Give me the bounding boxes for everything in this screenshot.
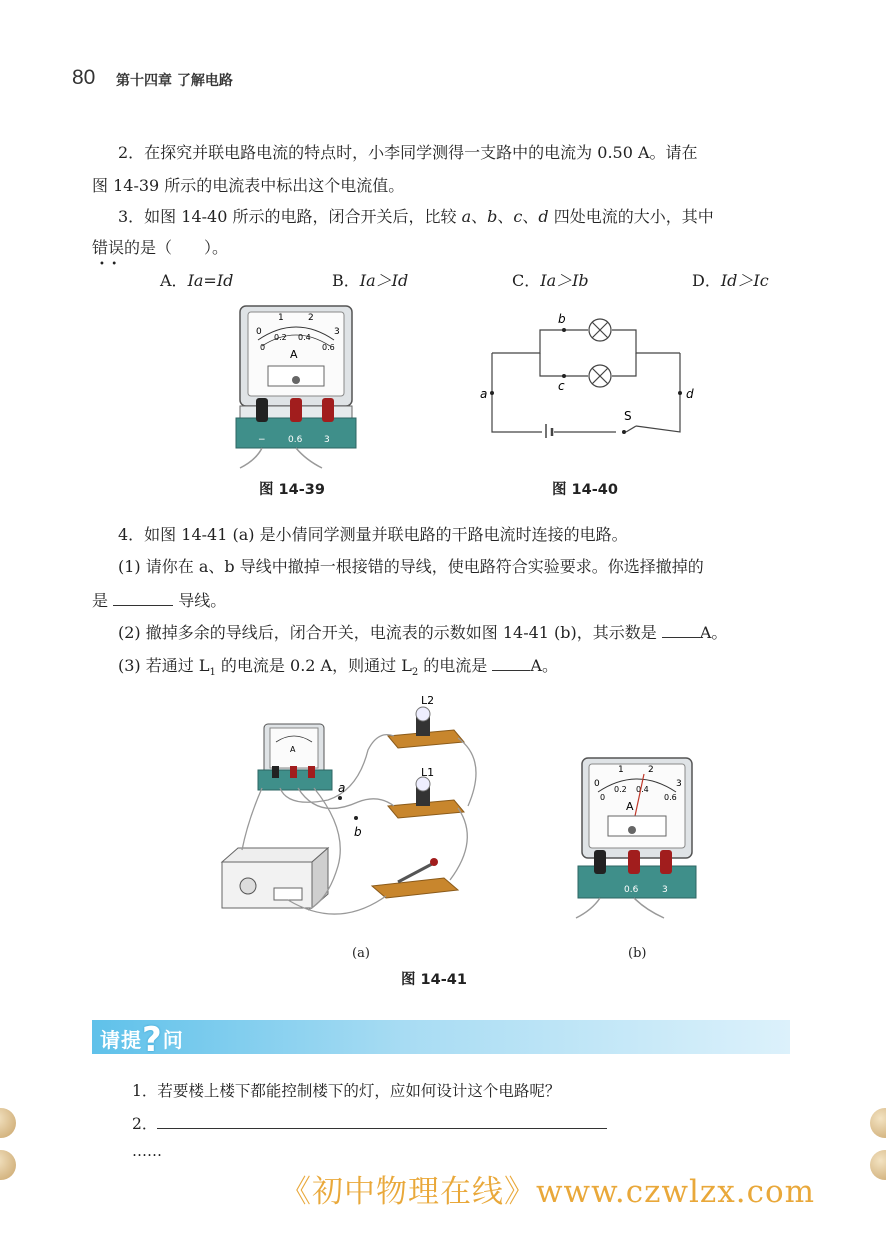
scale-top-3: 3 [334, 327, 340, 337]
q4-sub3: (3) 若通过 $L_1$ 的电流是 0.2 A，则通过 $L_2$ 的电流是 A。 [118, 656, 558, 679]
ask-item-1: 1．若要楼上楼下都能控制楼下的灯，应如何设计这个电路呢？ [132, 1082, 561, 1100]
q3-option-a[interactable]: A．Ia=Id [160, 271, 234, 290]
caption-14-39: 图 14-39 [259, 482, 325, 498]
caption-sub-a: (a) [352, 946, 370, 961]
b-scale-top-1: 1 [618, 765, 624, 775]
chapter-title: 第十四章 了解电路 [116, 73, 233, 89]
caption-sub-b: (b) [628, 946, 647, 961]
b-scale-bottom-0: 0 [600, 793, 606, 802]
ask-item-3: …… [132, 1142, 162, 1160]
scale-top-0: 0 [256, 327, 262, 337]
b-scale-bottom-1: 0.2 [614, 785, 627, 794]
figure-14-41a-apparatus [218, 690, 488, 940]
q3-point-a: a [461, 207, 472, 226]
q3-option-c[interactable]: C．Ia＞Ib [512, 271, 589, 290]
q3-line1-post: 四处电流的大小，其中 [548, 207, 714, 226]
b-terminal-06: 0.6 [624, 885, 639, 895]
b-scale-bottom-2: 0.4 [636, 785, 649, 794]
side-tab-right-2 [870, 1150, 886, 1180]
figure-14-40-circuit [476, 308, 696, 438]
ask-banner [92, 1020, 790, 1060]
fig40-label-c: c [558, 379, 565, 393]
unit-label: A [290, 348, 298, 361]
fig40-label-a: a [480, 387, 488, 401]
scale-bottom-1: 0.2 [274, 333, 287, 342]
side-tab-left-2 [0, 1150, 16, 1180]
q3-point-c: c [513, 207, 523, 226]
q3-option-d[interactable]: D．Id＞Ic [692, 271, 769, 290]
q3-line1-pre: 3．如图 14-40 所示的电路，闭合开关后，比较 [118, 207, 462, 226]
q4-sub2: (2) 撤掉多余的导线后，闭合开关，电流表的示数如图 14-41 (b)，其示数是 A。 [118, 623, 728, 642]
b-unit-label: A [626, 800, 634, 813]
fig40-label-d: d [686, 387, 694, 401]
caption-14-40: 图 14-40 [552, 482, 618, 498]
answer-blank-wire[interactable] [113, 589, 173, 606]
ask-blank-line[interactable] [157, 1112, 607, 1129]
fig41-label-L1: L1 [421, 766, 435, 779]
side-tab-right-1 [870, 1108, 886, 1138]
scale-bottom-0: 0 [260, 343, 266, 352]
fig41-label-a: a [338, 781, 346, 795]
b-scale-top-0: 0 [594, 779, 600, 789]
ask-banner-title: 请提?问 [100, 1020, 184, 1060]
q4-sub1-line1: (1) 请你在 a、b 导线中撤掉一根接错的导线，使电路符合实验要求。你选择撤掉的 [118, 557, 704, 576]
b-scale-top-2: 2 [648, 765, 654, 775]
fig40-label-b: b [558, 312, 566, 326]
terminal-neg: − [258, 435, 266, 445]
answer-blank-current[interactable] [492, 654, 530, 671]
fig41-label-b: b [354, 825, 362, 839]
svg-text:A: A [290, 745, 296, 754]
b-terminal-3: 3 [662, 885, 668, 895]
q3-point-d: d [538, 207, 549, 226]
scale-top-2: 2 [308, 313, 314, 323]
scale-bottom-2: 0.4 [298, 333, 311, 342]
q3-point-b: b [487, 207, 498, 226]
q2-line1: 2．在探究并联电路电流的特点时，小李同学测得一支路中的电流为 0.50 A。请在 [118, 143, 698, 162]
figure-14-39-ammeter [226, 300, 366, 470]
q3-line1: 3．如图 14-40 所示的电路，闭合开关后，比较 a、b、c、d 四处电流的大小，其中 [118, 207, 714, 226]
question-mark-icon: ? [142, 1020, 163, 1060]
scale-bottom-3: 0.6 [322, 343, 335, 352]
q3-option-b[interactable]: B．Ia＞Id [332, 271, 409, 290]
caption-14-41: 图 14-41 [401, 972, 467, 988]
answer-blank-reading[interactable] [662, 621, 700, 638]
footer-watermark: 《初中物理在线》www.czwlzx.com [280, 1174, 816, 1210]
b-scale-top-3: 3 [676, 779, 682, 789]
q4-line1: 4．如图 14-41 (a) 是小倩同学测量并联电路的干路电流时连接的电路。 [118, 525, 628, 544]
fig41-label-L2: L2 [421, 694, 435, 707]
figure-14-41b-ammeter [572, 754, 702, 920]
q3-line2: 错误的是（ ）。 [92, 238, 229, 257]
terminal-06: 0.6 [288, 435, 303, 445]
side-tab-left-1 [0, 1108, 16, 1138]
q2-line2: 图 14-39 所示的电流表中标出这个电流值。 [92, 176, 405, 195]
emphasis-dots: • • [99, 259, 118, 270]
page-number: 80 [72, 66, 96, 89]
b-scale-bottom-3: 0.6 [664, 793, 677, 802]
terminal-3: 3 [324, 435, 330, 445]
ask-item-2: 2． [132, 1112, 607, 1135]
scale-top-1: 1 [278, 313, 284, 323]
q4-sub1-line2: 是 导线。 [92, 591, 227, 610]
fig40-label-s: S [624, 409, 632, 423]
